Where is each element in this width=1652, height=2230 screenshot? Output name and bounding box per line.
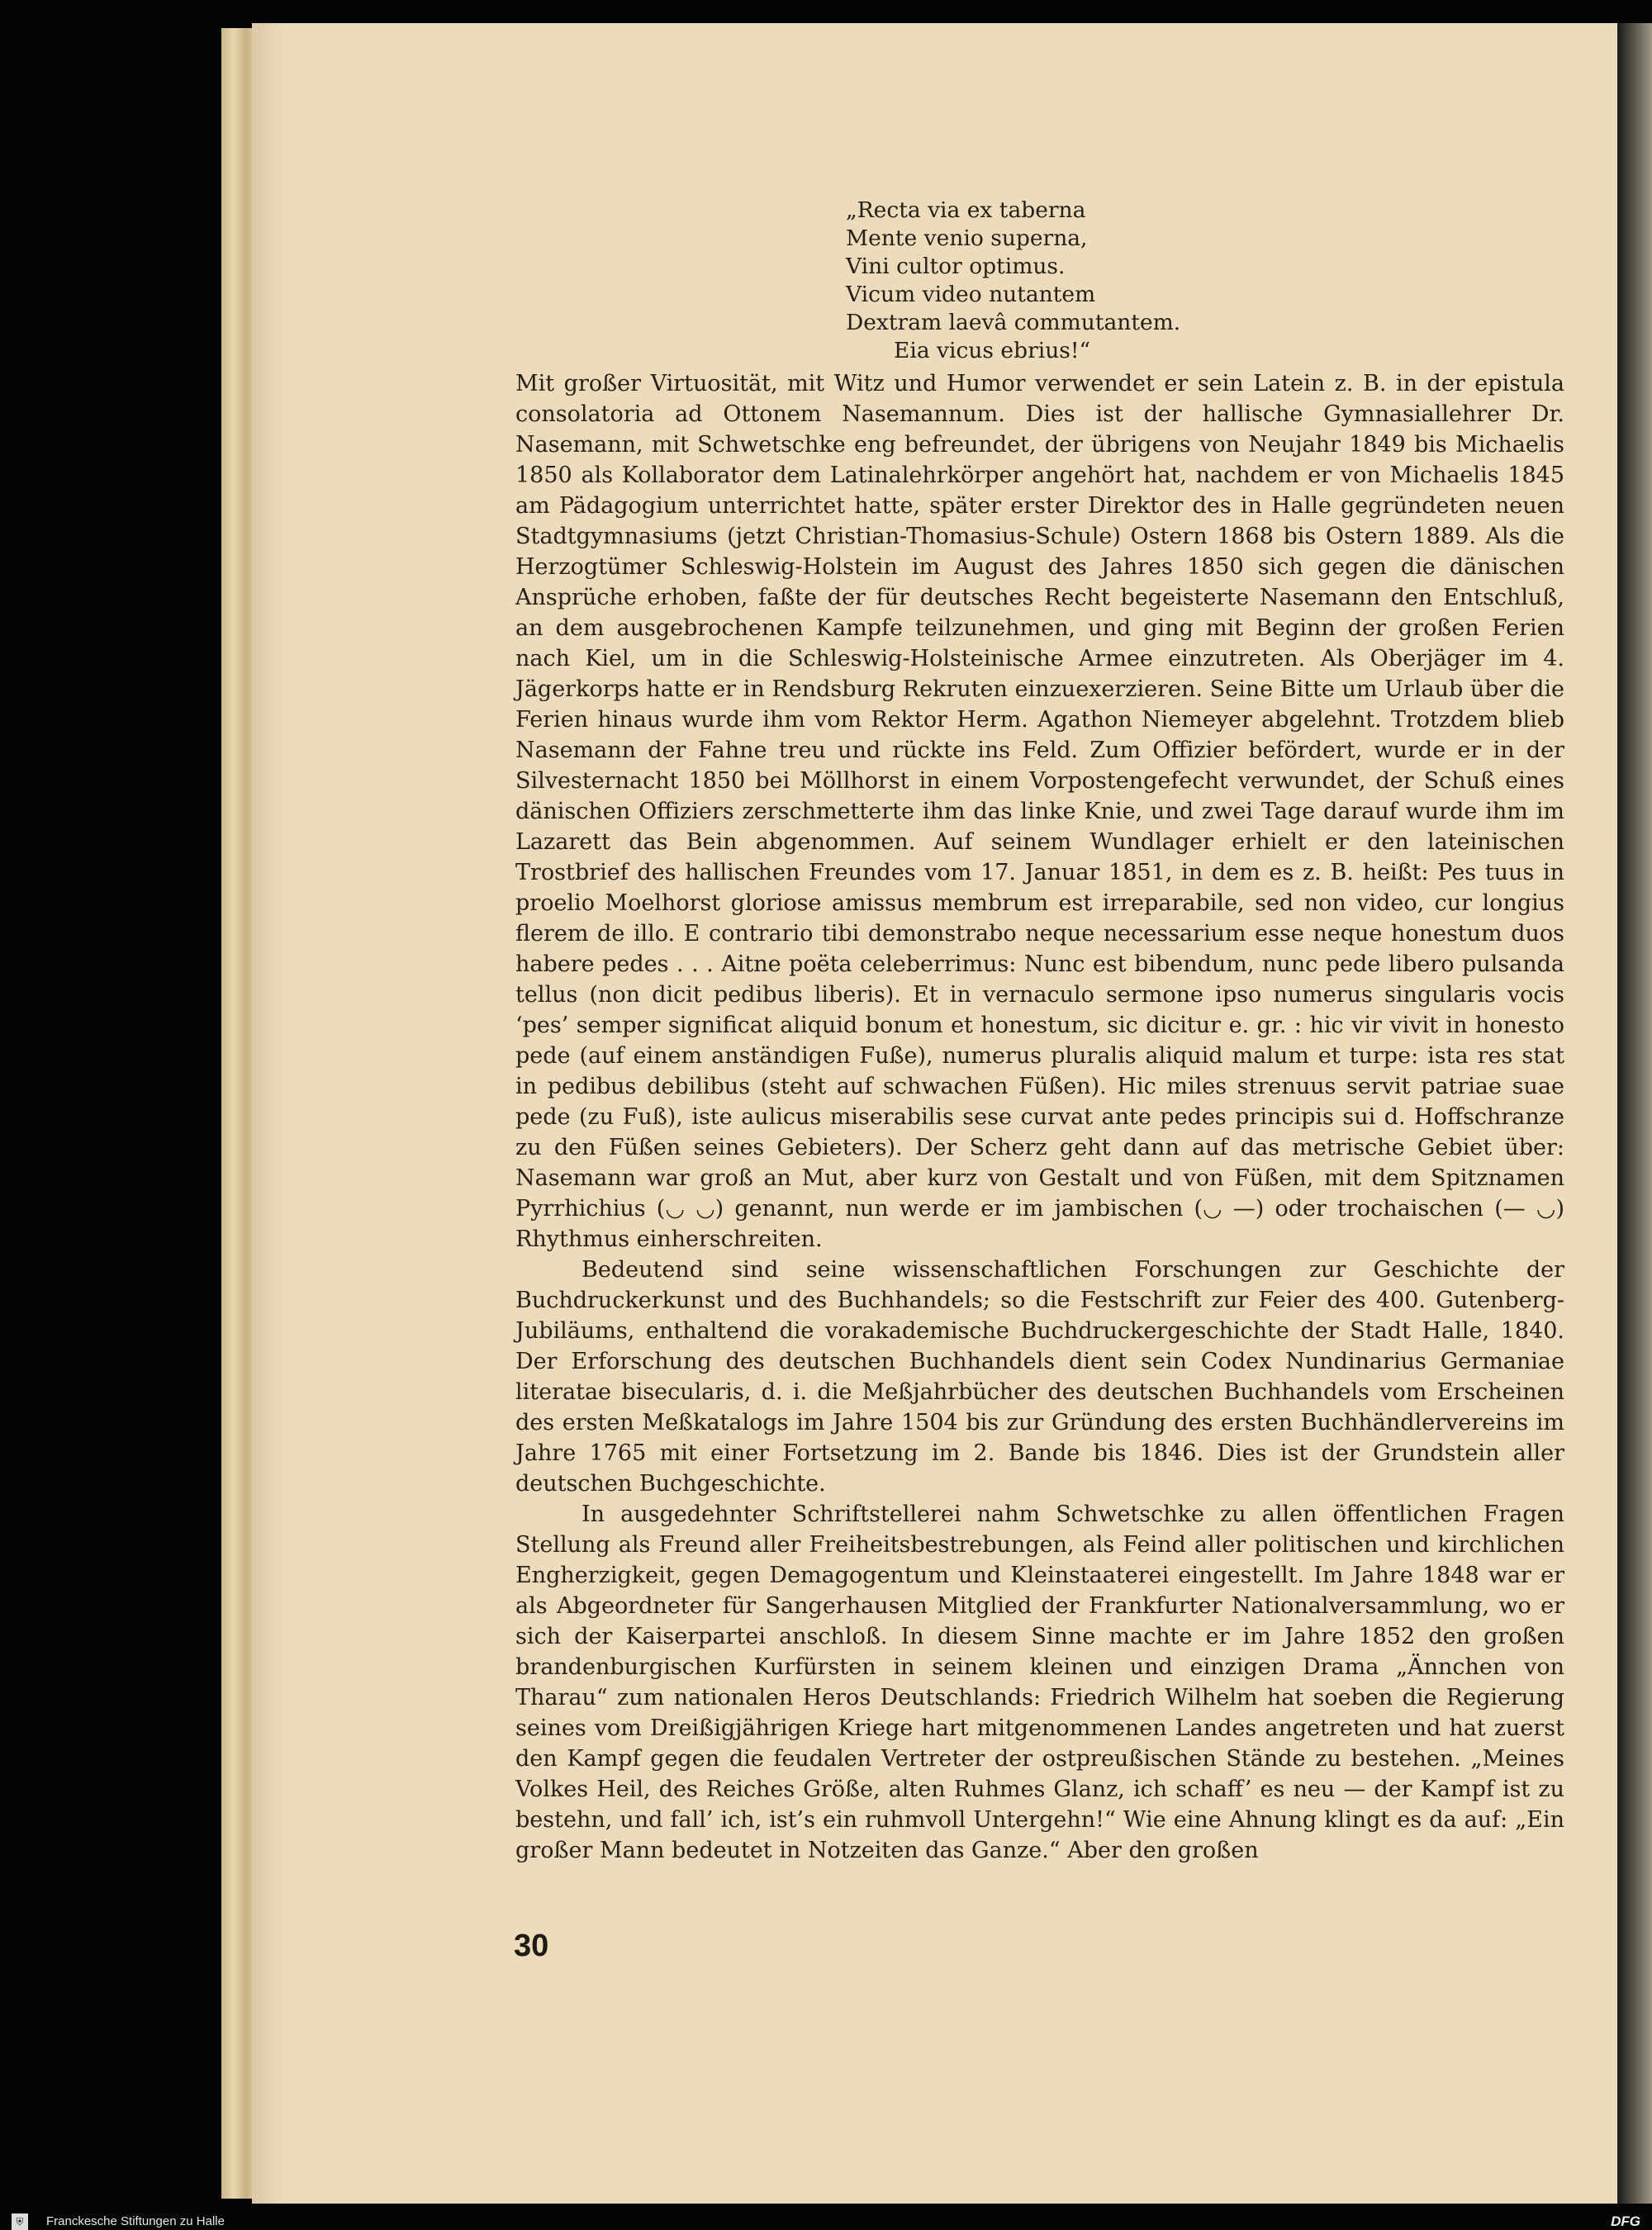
latin-poem <box>846 197 1308 365</box>
body-paragraph-2: Bedeutend sind seine wissenschaftlichen Forschungen zur Geschichte der Buchdruckerkunst und des Buchhandels; so die Festschrift zur Feier des 400. Gutenberg-Jubiläums, enthaltend die vorakademische Buchdruckergeschichte der Stadt Halle, 1840. Der Erforschung des deutschen Buchhandels dient sein Codex Nundinarius Germaniae literatae bisecularis, d. i. die Meßjahrbücher des deutschen Buchhandels vom Erscheinen des ersten Meßkatalogs im Jahre 1504 bis zur Gründung des ersten Buchhändlervereins im Jahre 1765 mit einer Fortsetzung im 2. Bande bis 1846. Dies ist der Grundstein aller deutschen Buchgeschichte. <box>515 1257 1564 1497</box>
page-number: 30 <box>514 1929 549 1963</box>
poem-line: Mente venio superna, <box>846 225 1088 251</box>
poem-line: Vini cultor optimus. <box>846 254 1066 279</box>
page-text-block <box>515 197 1564 1914</box>
book-gutter <box>1617 23 1652 2204</box>
poem-line: Dextram laevâ commutantem. <box>846 310 1181 335</box>
library-crest-icon: ⛨ <box>12 2213 28 2230</box>
body-paragraph-3: In ausgedehnter Schriftstellerei nahm Schwetschke zu allen öffentlichen Fragen Stellung als Freund aller Freiheitsbestrebungen, als Feind aller politischen und kirchlichen Engherzigkeit, gegen Demagogentum und Kleinstaaterei eingestellt. Im Jahre 1848 war er als Abgeordneter für Sangerhausen Mitglied der Frankfurter Nationalversammlung, wo er sich der Kaiserpartei anschloß. In diesem Sinne machte er im Jahre 1852 den großen brandenburgischen Kurfürsten in seinem kleinen und einzigen Drama „Ännchen von Tharau“ zum nationalen Heros Deutschlands: Friedrich Wilhelm hat soeben die Regierung seines vom Dreißigjährigen Kriege hart mitgenommenen Landes angetreten und hat zuerst den Kampf gegen die feudalen Vertreter der ostpreußischen Stände zu bestehen. „Meines Volkes Heil, des Reiches Größe, alten Ruhmes Glanz, ich schaff’ es neu — der Kampf ist zu bestehn, und fall’ ich, ist’s ein ruhmvoll Untergehn!“ Wie eine Ahnung klingt es da auf: „Ein großer Mann bedeutet in Notzeiten das Ganze.“ Aber den großen <box>515 1502 1564 1863</box>
body-paragraph-1: Mit großer Virtuosität, mit Witz und Humor verwendet er sein Latein z. B. in der epistula consolatoria ad Ottonem Nasemannum. Dies ist der hallische Gymnasiallehrer Dr. Nasemann, mit Schwetschke eng befreundet, der übrigens von Neujahr 1849 bis Michaelis 1850 als Kollaborator dem Latinalehrkörper angehört hat, nachdem er von Michaelis 1845 am Pädagogium unterrichtet hatte, später erster Direktor des in Halle gegründeten neuen Stadtgymnasiums (jetzt Christian-Thomasius-Schule) Ostern 1868 bis Ostern 1889. Als die Herzogtümer Schleswig-Holstein im August des Jahres 1850 sich gegen die dänischen Ansprüche erhoben, faßte der für deutsches Recht begeisterte Nasemann den Entschluß, an dem ausgebrochenen Kampfe teilzunehmen, und ging mit Beginn der großen Ferien nach Kiel, um in die Schleswig-Holsteinische Armee einzutreten. Als Oberjäger im 4. Jägerkorps hatte er in Rendsburg Rekruten einzuexerzieren. Seine Bitte um Urlaub über die Ferien hinaus wurde ihm vom Rektor Herm. Agathon Niemeyer abgelehnt. Trotzdem blieb Nasemann der Fahne treu und rückte ins Feld. Zum Offizier befördert, wurde er in der Silvesternacht 1850 bei Möllhorst in einem Vorpostengefecht verwundet, der Schuß eines dänischen Offiziers zerschmetterte ihm das linke Knie, und zwei Tage darauf wurde ihm im Lazarett das Bein abgenommen. Auf seinem Wundlager erhielt er den lateinischen Trostbrief des hallischen Freundes vom 17. Januar 1851, in dem es z. B. heißt: Pes tuus in proelio Moelhorst gloriose amissus membrum est irreparabile, sed non video, cur longius flerem de illo. E contrario tibi demonstrabo neque necessarium esse neque honestum duos habere pedes . . . Aitne poëta celeberrimus: Nunc est bibendum, nunc pede libero pulsanda tellus (non dicit pedibus liberis). Et in vernaculo sermone ipso numerus singularis vocis ‘pes’ semper significat aliquid bonum et honestum, sic dicitur e. gr. : hic vir vivit in honesto pede (auf einem anständigen Fuße), numerus pluralis aliquid malum et turpe: ista res stat in pedibus debilibus (steht auf schwachen Füßen). Hic miles strenuus servit patriae suae pede (zu Fuß), iste aulicus miserabilis sese curvat ante pedes principis sui d. Hoffschranze zu den Füßen seines Gebieters). Der Scherz geht dann auf das metrische Gebiet über: Nasemann war groß an Mut, aber kurz von Gestalt und von Füßen, mit dem Spitznamen Pyrrhichius (◡ ◡) genannt, nun werde er im jambischen (◡ —) oder trochaischen (— ◡) Rhythmus einherschreiten. <box>515 371 1564 1252</box>
poem-line: „Recta via ex taberna <box>846 197 1086 223</box>
footer-provider-logo[interactable]: DFG <box>1611 2213 1640 2229</box>
poem-line: Eia vicus ebrius!“ <box>894 338 1091 363</box>
viewer-footer <box>0 2213 1652 2230</box>
footer-institution[interactable]: Franckesche Stiftungen zu Halle <box>46 2214 225 2228</box>
poem-line: Vicum video nutantem <box>846 282 1096 307</box>
